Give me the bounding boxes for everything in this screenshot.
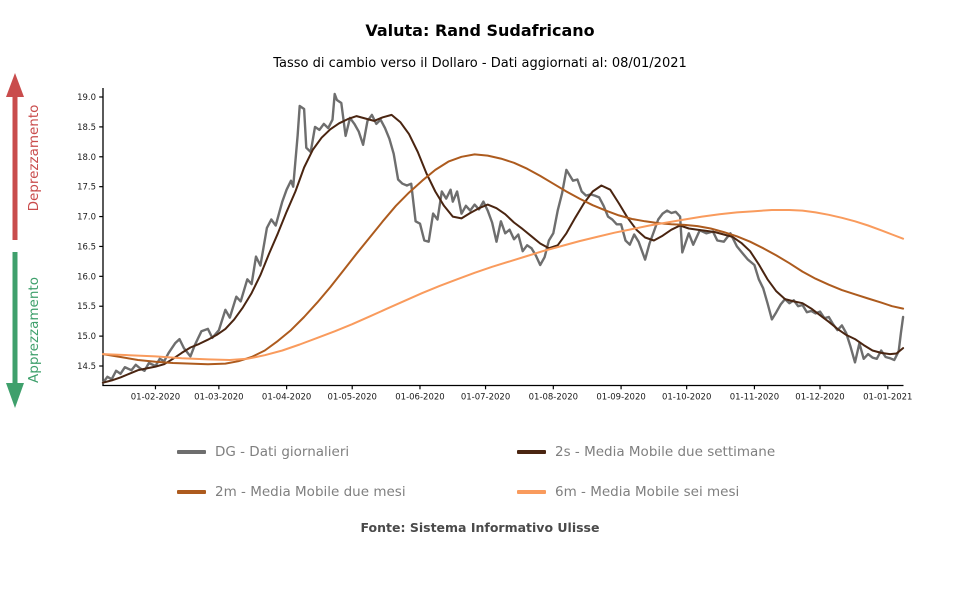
y-tick-label: 17.5 [77,182,96,193]
legend-label-2m: 2m - Media Mobile due mesi [215,484,406,500]
x-tick-label: 01-04-2020 [261,392,312,403]
y-tick-label: 19.0 [77,93,96,103]
x-tick-label: 01-08-2020 [528,392,579,403]
down-arrow-icon [6,383,24,408]
legend-item-2m [177,483,406,501]
y-tick-label: 14.5 [77,362,96,373]
legend-swatch-dg [177,450,206,454]
x-tick-label: 01-12-2020 [795,392,845,403]
series-line-2s [103,115,903,383]
up-arrow-icon [6,73,24,97]
x-tick-label: 01-11-2020 [729,392,780,403]
y-tick-label: 15.5 [77,302,96,313]
chart-subtitle: Tasso di cambio verso il Dollaro - Dati aggiornati al: 08/01/2021 [273,56,687,71]
legend-swatch-6m [517,490,546,494]
legend-item-6m [517,483,739,501]
depreciation-label: Deprezzamento [26,104,42,212]
x-tick-label: 01-09-2020 [596,392,646,403]
legend-label-6m: 6m - Media Mobile sei mesi [555,484,740,500]
legend-label-dg: DG - Dati giornalieri [215,444,350,460]
y-tick-label: 16.5 [77,242,96,253]
legend-label-2s: 2s - Media Mobile due settimane [555,444,776,460]
y-tick-label: 18.0 [77,152,96,163]
legend-swatch-2m [177,490,206,494]
legend-item-2s [517,443,775,461]
legend-item-dg [177,443,349,461]
x-tick-label: 01-06-2020 [395,392,445,403]
y-tick-label: 16.0 [77,272,96,283]
x-tick-label: 01-07-2020 [460,392,511,403]
series-line-2m [103,154,903,364]
appreciation-label: Apprezzamento [26,277,42,383]
x-tick-label: 01-03-2020 [194,392,244,403]
x-tick-label: 01-10-2020 [661,392,712,403]
x-tick-label: 01-02-2020 [130,392,181,403]
x-tick-label: 01-01-2021 [863,392,913,403]
chart-title: Valuta: Rand Sudafricano [365,21,595,40]
series-line-6m [103,210,903,360]
legend-swatch-2s [517,450,546,454]
series-line-DG [103,94,903,383]
y-tick-label: 18.5 [77,122,96,133]
y-tick-label: 15.0 [77,332,96,343]
x-tick-label: 01-05-2020 [327,392,377,403]
y-tick-label: 17.0 [77,212,96,223]
source-note: Fonte: Sistema Informativo Ulisse [360,520,600,535]
